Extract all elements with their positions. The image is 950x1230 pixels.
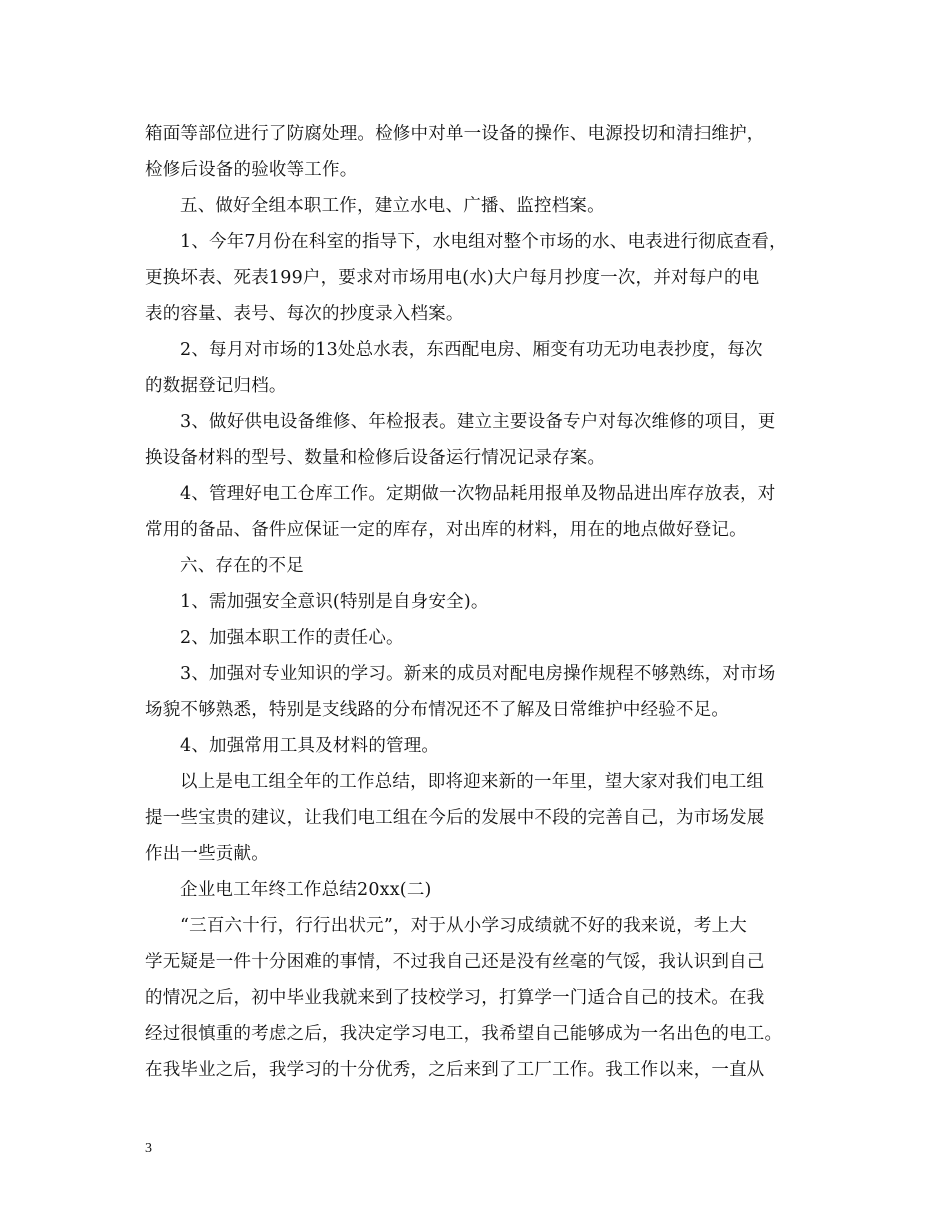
- section-heading: 六、存在的不足: [180, 556, 304, 576]
- text-line: 以上是电工组全年的工作总结，即将迎来新的一年里，望大家对我们电工组: [180, 772, 765, 792]
- text-line: “三百六十行，行行出状元”，对于从小学习成绩就不好的我来说，考上大: [180, 916, 747, 936]
- text-line: 2、加强本职工作的责任心。: [180, 628, 404, 648]
- text-line: 作出一些贡献。: [145, 844, 269, 864]
- text-line: 更换坏表、死表199户，要求对市场用电(水)大户每月抄度一次，并对每户的电: [145, 268, 760, 288]
- text-line: 经过很慎重的考虑之后，我决定学习电工，我希望自己能够成为一名出色的电工。: [145, 1024, 783, 1044]
- text-line: 4、管理好电工仓库工作。定期做一次物品耗用报单及物品进出库存放表，对: [180, 484, 776, 504]
- text-line: 学无疑是一件十分困难的事情，不过我自己还是没有丝毫的气馁，我认识到自己: [145, 952, 765, 972]
- text-line: 2、每月对市场的13处总水表，东西配电房、厢变有功无功电表抄度，每次: [180, 340, 763, 360]
- text-line: 在我毕业之后，我学习的十分优秀，之后来到了工厂工作。我工作以来，一直从: [145, 1060, 765, 1080]
- text-line: 表的容量、表号、每次的抄度录入档案。: [145, 304, 464, 324]
- text-line: 提一些宝贵的建议，让我们电工组在今后的发展中不段的完善自己，为市场发展: [145, 808, 765, 828]
- text-line: 换设备材料的型号、数量和检修后设备运行情况记录存案。: [145, 448, 606, 468]
- text-line: 1、需加强安全意识(特别是自身安全)。: [180, 592, 489, 612]
- text-line: 箱面等部位进行了防腐处理。检修中对单一设备的操作、电源投切和清扫维护，: [145, 124, 765, 144]
- text-line: 4、加强常用工具及材料的管理。: [180, 736, 440, 756]
- text-line: 1、今年7月份在科室的指导下，水电组对整个市场的水、电表进行彻底查看，: [180, 232, 787, 252]
- text-line: 的数据登记归档。: [145, 376, 287, 396]
- page-number: 3: [145, 1141, 152, 1156]
- text-line: 的情况之后，初中毕业我就来到了技校学习，打算学一门适合自己的技术。在我: [145, 988, 765, 1008]
- text-line: 3、做好供电设备维修、年检报表。建立主要设备专户对每次维修的项目，更: [180, 412, 776, 432]
- text-line: 场貌不够熟悉，特别是支线路的分布情况还不了解及日常维护中经验不足。: [145, 700, 730, 720]
- document-subtitle: 企业电工年终工作总结20xx(二): [180, 880, 432, 900]
- section-heading: 五、做好全组本职工作，建立水电、广播、监控档案。: [180, 196, 605, 216]
- text-line: 3、加强对专业知识的学习。新来的成员对配电房操作规程不够熟练，对市场: [180, 664, 776, 684]
- text-line: 常用的备品、备件应保证一定的库存，对出库的材料，用在的地点做好登记。: [145, 520, 747, 540]
- text-line: 检修后设备的验收等工作。: [145, 160, 358, 180]
